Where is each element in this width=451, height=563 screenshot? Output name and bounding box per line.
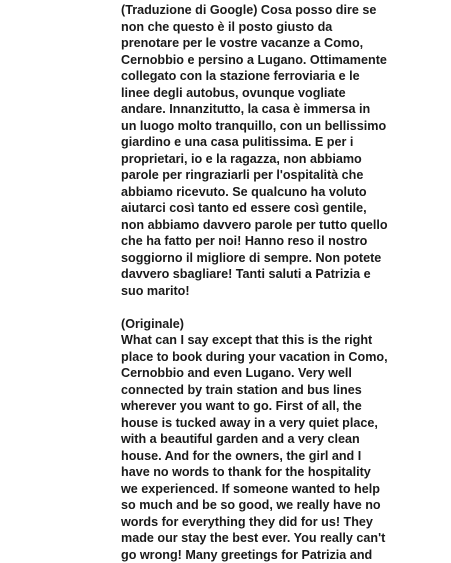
review-line: place to book during your vacation in Como, [121, 349, 451, 366]
review-line: prenotare per le vostre vacanze a Como, [121, 35, 451, 52]
review-line: parole per ringraziarli per l'ospitalità che [121, 167, 451, 184]
review-text [121, 2, 451, 563]
review-line: aiutarci così tanto ed essere così gentile, [121, 200, 451, 217]
review-line: have no words to thank for the hospitality [121, 464, 451, 481]
review-line: with a beautiful garden and a very clean [121, 431, 451, 448]
review-line: linee degli autobus, ovunque vogliate [121, 85, 451, 102]
review-line: non che questo è il posto giusto da [121, 19, 451, 36]
paragraph-spacer [121, 299, 451, 316]
original-review [121, 316, 451, 563]
review-line: giardino e una casa pulitissima. E per i [121, 134, 451, 151]
review-line: che ha fatto per noi! Hanno reso il nostro [121, 233, 451, 250]
review-line: davvero sbagliare! Tanti saluti a Patrizia e [121, 266, 451, 283]
review-line: suo marito! [121, 283, 451, 300]
review-line: house is tucked away in a very quiet place, [121, 415, 451, 432]
review-line: Cernobbio e persino a Lugano. Ottimamente [121, 52, 451, 69]
review-line: soggiorno il migliore di sempre. Non potete [121, 250, 451, 267]
review-line: andare. Innanzitutto, la casa è immersa in [121, 101, 451, 118]
review-line: house. And for the owners, the girl and I [121, 448, 451, 465]
review-line: collegato con la stazione ferroviaria e le [121, 68, 451, 85]
review-line: (Traduzione di Google) Cosa posso dire se [121, 2, 451, 19]
translated-review [121, 2, 451, 299]
review-line: so much and be so good, we really have no [121, 497, 451, 514]
review-line: non abbiamo davvero parole per tutto quello [121, 217, 451, 234]
review-line: What can I say except that this is the right [121, 332, 451, 349]
review-line: abbiamo ricevuto. Se qualcuno ha voluto [121, 184, 451, 201]
review-line: (Originale) [121, 316, 451, 333]
review-line: un luogo molto tranquillo, con un bellissimo [121, 118, 451, 135]
review-line: go wrong! Many greetings for Patrizia and [121, 547, 451, 563]
review-line: wherever you want to go. First of all, the [121, 398, 451, 415]
review-line: we experienced. If someone wanted to help [121, 481, 451, 498]
review-line: made our stay the best ever. You really can't [121, 530, 451, 547]
review-line: proprietari, io e la ragazza, non abbiamo [121, 151, 451, 168]
review-line: connected by train station and bus lines [121, 382, 451, 399]
review-line: words for everything they did for us! They [121, 514, 451, 531]
review-line: Cernobbio and even Lugano. Very well [121, 365, 451, 382]
